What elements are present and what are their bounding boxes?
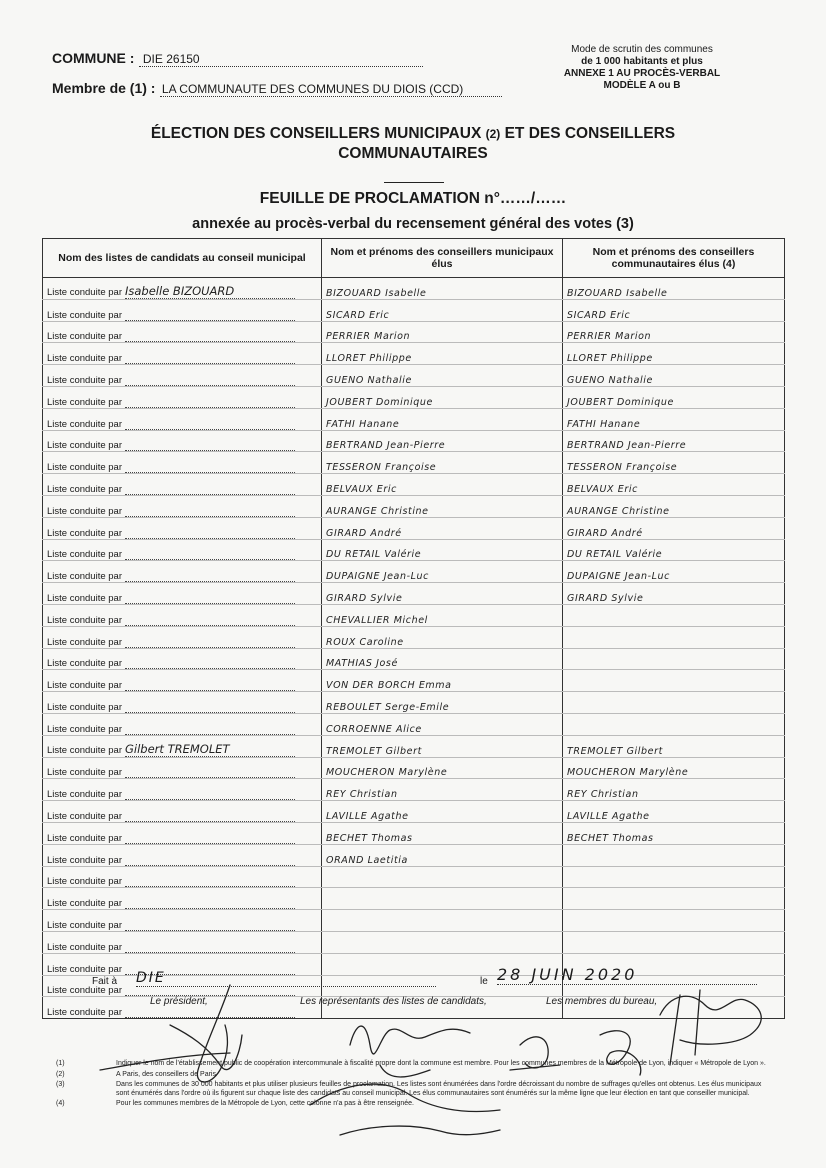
col-header-municipaux: Nom et prénoms des conseillers municipaux élus bbox=[322, 239, 563, 278]
conseiller-communautaire-cell: BIZOUARD Isabelle bbox=[563, 278, 785, 300]
conseiller-municipal-cell: BECHET Thomas bbox=[322, 822, 563, 844]
conseiller-municipal-cell: REY Christian bbox=[322, 779, 563, 801]
conseiller-municipal-cell: GUENO Nathalie bbox=[322, 365, 563, 387]
liste-cell bbox=[43, 670, 322, 692]
liste-leader bbox=[125, 528, 295, 539]
conseiller-communautaire-cell bbox=[563, 604, 785, 626]
conseiller-municipal-cell: SICARD Eric bbox=[322, 299, 563, 321]
liste-prefix: Liste conduite par bbox=[47, 571, 122, 583]
table-row bbox=[43, 495, 785, 517]
table-row bbox=[43, 299, 785, 321]
liste-cell bbox=[43, 321, 322, 343]
liste-cell bbox=[43, 779, 322, 801]
conseiller-municipal-cell: ROUX Caroline bbox=[322, 626, 563, 648]
conseiller-communautaire-cell bbox=[563, 910, 785, 932]
conseiller-communautaire-cell bbox=[563, 670, 785, 692]
liste-cell bbox=[43, 408, 322, 430]
liste-cell bbox=[43, 343, 322, 365]
commune-value: DIE 26150 bbox=[139, 52, 423, 67]
liste-prefix: Liste conduite par bbox=[47, 985, 122, 997]
table-row bbox=[43, 648, 785, 670]
table-row bbox=[43, 779, 785, 801]
table-row bbox=[43, 343, 785, 365]
conseiller-communautaire-cell bbox=[563, 888, 785, 910]
conseiller-communautaire-cell: BERTRAND Jean-Pierre bbox=[563, 430, 785, 452]
liste-prefix: Liste conduite par bbox=[47, 636, 122, 648]
conseiller-municipal-cell: TESSERON Françoise bbox=[322, 452, 563, 474]
membre-value: LA COMMUNAUTE DES COMMUNES DU DIOIS (CCD) bbox=[160, 82, 502, 97]
footnote bbox=[56, 1100, 776, 1109]
table-row bbox=[43, 278, 785, 300]
liste-leader bbox=[125, 811, 295, 822]
liste-prefix: Liste conduite par bbox=[47, 898, 122, 910]
conseiller-municipal-cell: AURANGE Christine bbox=[322, 495, 563, 517]
liste-prefix: Liste conduite par bbox=[47, 832, 122, 844]
table-row bbox=[43, 561, 785, 583]
liste-prefix: Liste conduite par bbox=[47, 418, 122, 430]
conseiller-communautaire-cell bbox=[563, 866, 785, 888]
liste-prefix: Liste conduite par bbox=[47, 701, 122, 713]
conseiller-communautaire-cell: REY Christian bbox=[563, 779, 785, 801]
liste-leader bbox=[125, 331, 295, 342]
footnote-number: (3) bbox=[56, 1081, 65, 1088]
conseiller-communautaire-cell: LAVILLE Agathe bbox=[563, 801, 785, 823]
conseiller-communautaire-cell: GUENO Nathalie bbox=[563, 365, 785, 387]
table-row bbox=[43, 801, 785, 823]
membres-label: Les membres du bureau, bbox=[546, 996, 658, 1007]
liste-leader bbox=[125, 637, 295, 648]
conseiller-municipal-cell bbox=[322, 910, 563, 932]
conseiller-communautaire-cell bbox=[563, 648, 785, 670]
conseiller-communautaire-cell: LLORET Philippe bbox=[563, 343, 785, 365]
conseiller-municipal-cell: GIRARD Sylvie bbox=[322, 583, 563, 605]
conseiller-municipal-cell: DUPAIGNE Jean-Luc bbox=[322, 561, 563, 583]
commune-line bbox=[52, 50, 423, 68]
liste-cell bbox=[43, 430, 322, 452]
table-row bbox=[43, 452, 785, 474]
table-row bbox=[43, 321, 785, 343]
liste-cell bbox=[43, 517, 322, 539]
table-row bbox=[43, 604, 785, 626]
table-row bbox=[43, 386, 785, 408]
liste-leader bbox=[125, 855, 295, 866]
mode-line4: MODÈLE A ou B bbox=[603, 80, 681, 91]
footnote bbox=[56, 1071, 776, 1080]
liste-cell bbox=[43, 648, 322, 670]
fait-label: Fait à bbox=[92, 976, 118, 987]
commune-label: COMMUNE : bbox=[52, 50, 135, 66]
liste-cell bbox=[43, 539, 322, 561]
liste-leader bbox=[125, 462, 295, 473]
liste-leader bbox=[125, 571, 295, 582]
table-row bbox=[43, 583, 785, 605]
liste-prefix: Liste conduite par bbox=[47, 353, 122, 365]
liste-cell bbox=[43, 910, 322, 932]
liste-cell bbox=[43, 604, 322, 626]
table-row bbox=[43, 910, 785, 932]
conseiller-municipal-cell: GIRARD André bbox=[322, 517, 563, 539]
conseiller-municipal-cell: CORROENNE Alice bbox=[322, 713, 563, 735]
conseiller-communautaire-cell: AURANGE Christine bbox=[563, 495, 785, 517]
table-row bbox=[43, 365, 785, 387]
liste-leader bbox=[125, 702, 295, 713]
liste-leader bbox=[125, 789, 295, 800]
conseiller-municipal-cell: REBOULET Serge-Emile bbox=[322, 692, 563, 714]
liste-cell bbox=[43, 866, 322, 888]
footnote-text: Pour les communes membres de la Métropole de Lyon, cette colonne n'a pas à être renseignée. bbox=[116, 1100, 414, 1107]
conseiller-communautaire-cell bbox=[563, 626, 785, 648]
liste-prefix: Liste conduite par bbox=[47, 331, 122, 343]
liste-prefix: Liste conduite par bbox=[47, 396, 122, 408]
table-row bbox=[43, 430, 785, 452]
president-label: Le président, bbox=[150, 996, 208, 1007]
conseiller-communautaire-cell: TREMOLET Gilbert bbox=[563, 735, 785, 757]
footnote-text: Indiquer le nom de l'établissement public de coopération intercommunale à fiscalité propre dont la commune est membre. Pour les communes membres de la Métropole de Lyon, indiquer « Métropole de Lyon ». bbox=[116, 1060, 766, 1067]
liste-prefix: Liste conduite par bbox=[47, 374, 122, 386]
liste-leader bbox=[125, 942, 295, 953]
liste-cell bbox=[43, 452, 322, 474]
liste-prefix: Liste conduite par bbox=[47, 527, 122, 539]
conseiller-communautaire-cell: FATHI Hanane bbox=[563, 408, 785, 430]
liste-prefix: Liste conduite par bbox=[47, 462, 122, 474]
conseiller-communautaire-cell: DUPAIGNE Jean-Luc bbox=[563, 561, 785, 583]
conseiller-municipal-cell: TREMOLET Gilbert bbox=[322, 735, 563, 757]
title-line1c: ET DES CONSEILLERS bbox=[504, 125, 676, 142]
table-row bbox=[43, 866, 785, 888]
conseiller-communautaire-cell: PERRIER Marion bbox=[563, 321, 785, 343]
liste-leader bbox=[125, 506, 295, 517]
footnote-number: (4) bbox=[56, 1100, 65, 1107]
table-row bbox=[43, 735, 785, 757]
conseiller-communautaire-cell: GIRARD André bbox=[563, 517, 785, 539]
conseiller-communautaire-cell: SICARD Eric bbox=[563, 299, 785, 321]
table-row bbox=[43, 692, 785, 714]
liste-prefix: Liste conduite par bbox=[47, 723, 122, 735]
liste-leader bbox=[125, 658, 295, 669]
title-note-ref: (2) bbox=[485, 127, 501, 141]
conseiller-communautaire-cell: TESSERON Françoise bbox=[563, 452, 785, 474]
title-divider bbox=[384, 182, 444, 183]
liste-cell bbox=[43, 561, 322, 583]
liste-prefix: Liste conduite par bbox=[47, 810, 122, 822]
conseiller-communautaire-cell: JOUBERT Dominique bbox=[563, 386, 785, 408]
footnotes bbox=[56, 1060, 776, 1111]
table-row bbox=[43, 517, 785, 539]
liste-leader bbox=[125, 397, 295, 408]
liste-prefix: Liste conduite par bbox=[47, 614, 122, 626]
conseiller-communautaire-cell: GIRARD Sylvie bbox=[563, 583, 785, 605]
liste-prefix: Liste conduite par bbox=[47, 876, 122, 888]
liste-leader bbox=[125, 549, 295, 560]
conseiller-municipal-cell: LLORET Philippe bbox=[322, 343, 563, 365]
liste-leader bbox=[125, 724, 295, 735]
liste-prefix: Liste conduite par bbox=[47, 854, 122, 866]
liste-cell bbox=[43, 474, 322, 496]
liste-cell bbox=[43, 801, 322, 823]
liste-leader bbox=[125, 767, 295, 778]
conseiller-municipal-cell: BELVAUX Eric bbox=[322, 474, 563, 496]
conseiller-municipal-cell: MATHIAS José bbox=[322, 648, 563, 670]
date-value: 28 JUIN 2020 bbox=[497, 965, 757, 985]
conseiller-municipal-cell bbox=[322, 866, 563, 888]
liste-leader bbox=[125, 876, 295, 887]
conseiller-municipal-cell: DU RETAIL Valérie bbox=[322, 539, 563, 561]
mode-line2: de 1 000 habitants et plus bbox=[581, 56, 703, 67]
liste-prefix: Liste conduite par bbox=[47, 505, 122, 517]
liste-leader: Gilbert TREMOLET bbox=[125, 742, 295, 757]
liste-prefix: Liste conduite par bbox=[47, 549, 122, 561]
membre-line bbox=[52, 80, 502, 98]
liste-cell bbox=[43, 757, 322, 779]
liste-prefix: Liste conduite par bbox=[47, 963, 122, 975]
conseiller-municipal-cell: ORAND Laetitia bbox=[322, 844, 563, 866]
conseiller-municipal-cell: PERRIER Marion bbox=[322, 321, 563, 343]
liste-prefix: Liste conduite par bbox=[47, 680, 122, 692]
footnote-number: (1) bbox=[56, 1060, 65, 1067]
col-header-listes: Nom des listes de candidats au conseil municipal bbox=[43, 239, 322, 278]
liste-leader bbox=[125, 310, 295, 321]
le-label: le bbox=[480, 976, 488, 987]
liste-cell bbox=[43, 735, 322, 757]
liste-cell bbox=[43, 844, 322, 866]
conseiller-municipal-cell bbox=[322, 931, 563, 953]
liste-prefix: Liste conduite par bbox=[47, 919, 122, 931]
table-row bbox=[43, 474, 785, 496]
table-row bbox=[43, 844, 785, 866]
conseiller-communautaire-cell: BELVAUX Eric bbox=[563, 474, 785, 496]
table-row bbox=[43, 539, 785, 561]
conseiller-municipal-cell: MOUCHERON Marylène bbox=[322, 757, 563, 779]
liste-leader: Isabelle BIZOUARD bbox=[125, 284, 295, 299]
liste-cell bbox=[43, 822, 322, 844]
bureau-signature-3 bbox=[660, 996, 761, 1044]
table-row bbox=[43, 408, 785, 430]
table-row bbox=[43, 713, 785, 735]
liste-prefix: Liste conduite par bbox=[47, 440, 122, 452]
table-row bbox=[43, 626, 785, 648]
table-header-row bbox=[43, 239, 785, 278]
liste-prefix: Liste conduite par bbox=[47, 767, 122, 779]
conseiller-municipal-cell: LAVILLE Agathe bbox=[322, 801, 563, 823]
footnote bbox=[56, 1081, 776, 1098]
liste-cell bbox=[43, 495, 322, 517]
conseiller-communautaire-cell bbox=[563, 931, 785, 953]
conseiller-municipal-cell: JOUBERT Dominique bbox=[322, 386, 563, 408]
liste-leader bbox=[125, 615, 295, 626]
table-row bbox=[43, 931, 785, 953]
liste-leader bbox=[125, 593, 295, 604]
conseiller-communautaire-cell bbox=[563, 844, 785, 866]
title-line2: COMMUNAUTAIRES bbox=[338, 145, 488, 162]
liste-prefix: Liste conduite par bbox=[47, 789, 122, 801]
representant-signature-1 bbox=[350, 1026, 470, 1054]
liste-cell bbox=[43, 931, 322, 953]
liste-cell bbox=[43, 583, 322, 605]
conseiller-municipal-cell: FATHI Hanane bbox=[322, 408, 563, 430]
table-row bbox=[43, 757, 785, 779]
footnote bbox=[56, 1060, 776, 1069]
conseiller-communautaire-cell bbox=[563, 692, 785, 714]
liste-cell bbox=[43, 626, 322, 648]
conseiller-communautaire-cell: DU RETAIL Valérie bbox=[563, 539, 785, 561]
conseiller-communautaire-cell: MOUCHERON Marylène bbox=[563, 757, 785, 779]
footnote-text: A Paris, des conseillers de Paris bbox=[116, 1070, 216, 1078]
conseiller-municipal-cell bbox=[322, 888, 563, 910]
liste-leader bbox=[125, 419, 295, 430]
mode-line3: ANNEXE 1 AU PROCÈS-VERBAL bbox=[563, 68, 721, 79]
fait-value: DIE bbox=[136, 970, 436, 987]
title-line1a: ÉLECTION DES CONSEILLERS MUNICIPAUX bbox=[150, 125, 482, 142]
liste-leader bbox=[125, 484, 295, 495]
liste-leader bbox=[125, 833, 295, 844]
col-header-communautaires: Nom et prénoms des conseillers communautaires élus (4) bbox=[563, 239, 785, 278]
liste-cell bbox=[43, 386, 322, 408]
feuille-title: FEUILLE DE PROCLAMATION n°……/…… bbox=[259, 190, 567, 207]
liste-prefix: Liste conduite par bbox=[47, 309, 122, 321]
conseiller-communautaire-cell bbox=[563, 713, 785, 735]
liste-prefix: Liste conduite par bbox=[47, 1007, 122, 1019]
conseiller-municipal-cell: CHEVALLIER Michel bbox=[322, 604, 563, 626]
annexee-subtitle: annexée au procès-verbal du recensement général des votes (3) bbox=[192, 216, 634, 232]
footnote-text: Dans les communes de 30 000 habitants et plus utiliser plusieurs feuilles de proclamation. Les listes sont énumérées dans l'ordre décroissant du nombre de suffrages qu'elles ont obtenus. Les élus municipaux sont énumérés dans l'ordre où ils figurent sur chaque liste des candidats au conseil municipal. Les élus communautaires sont énumérés sur la même ligne que leur élection en tant que conseiller municipal. bbox=[116, 1081, 762, 1097]
page-title bbox=[0, 124, 826, 164]
liste-cell bbox=[43, 365, 322, 387]
liste-leader bbox=[125, 375, 295, 386]
liste-leader bbox=[125, 898, 295, 909]
table-row bbox=[43, 670, 785, 692]
liste-cell bbox=[43, 278, 322, 300]
conseiller-communautaire-cell: BECHET Thomas bbox=[563, 822, 785, 844]
table-row bbox=[43, 888, 785, 910]
conseiller-municipal-cell: VON DER BORCH Emma bbox=[322, 670, 563, 692]
liste-prefix: Liste conduite par bbox=[47, 744, 122, 756]
membre-label: Membre de (1) : bbox=[52, 80, 156, 96]
liste-prefix: Liste conduite par bbox=[47, 286, 122, 298]
conseiller-municipal-cell: BERTRAND Jean-Pierre bbox=[322, 430, 563, 452]
mode-line1: Mode de scrutin des communes bbox=[571, 44, 713, 55]
liste-prefix: Liste conduite par bbox=[47, 592, 122, 604]
table-row bbox=[43, 822, 785, 844]
representants-label: Les représentants des listes de candidats, bbox=[300, 996, 487, 1007]
footnote-number: (2) bbox=[56, 1070, 65, 1078]
liste-prefix: Liste conduite par bbox=[47, 658, 122, 670]
liste-leader bbox=[125, 440, 295, 451]
liste-leader bbox=[125, 353, 295, 364]
liste-cell bbox=[43, 888, 322, 910]
mode-scrutin-box bbox=[542, 44, 742, 92]
liste-leader bbox=[125, 920, 295, 931]
conseiller-municipal-cell: BIZOUARD Isabelle bbox=[322, 278, 563, 300]
liste-cell bbox=[43, 713, 322, 735]
liste-cell bbox=[43, 299, 322, 321]
liste-leader bbox=[125, 680, 295, 691]
liste-cell bbox=[43, 692, 322, 714]
liste-prefix: Liste conduite par bbox=[47, 483, 122, 495]
liste-prefix: Liste conduite par bbox=[47, 941, 122, 953]
proclamation-table bbox=[42, 238, 785, 1019]
